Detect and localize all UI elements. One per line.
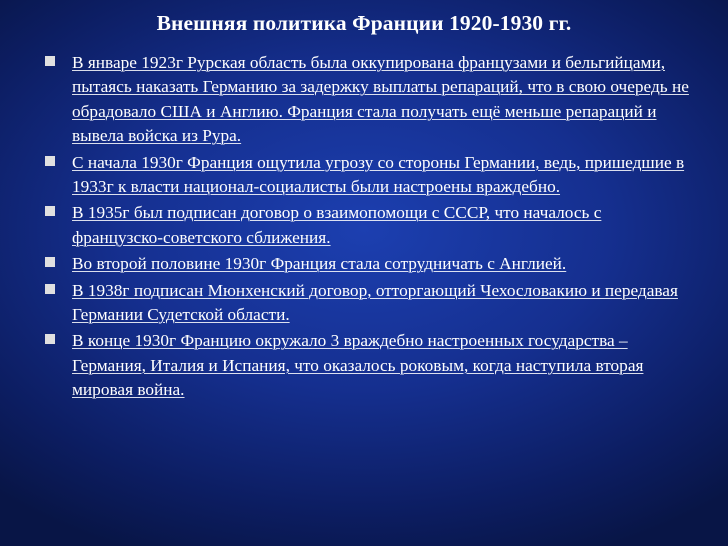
square-bullet-icon <box>45 56 55 66</box>
bullet-item <box>44 51 694 149</box>
bullet-item <box>44 151 694 200</box>
square-bullet-icon <box>45 284 55 294</box>
bullet-text: Во второй половине 1930г Франция стала сотрудничать с Англией. <box>72 254 567 274</box>
bullet-item <box>44 201 694 250</box>
bullet-list <box>44 51 694 405</box>
square-bullet-icon <box>45 206 55 216</box>
square-bullet-icon <box>45 257 55 267</box>
bullet-item <box>44 279 694 328</box>
slide-title: Внешняя политика Франции 1920-1930 гг. <box>156 11 572 35</box>
bullet-text: С начала 1930г Франция ощутила угрозу со стороны Германии, ведь, пришедшие в 1933г к власти национал-социалисты были настроены враждебно. <box>72 152 685 197</box>
square-bullet-icon <box>45 156 55 166</box>
bullet-item <box>44 252 694 276</box>
bullet-item <box>44 329 694 402</box>
square-bullet-icon <box>45 334 55 344</box>
bullet-text: В 1935г был подписан договор о взаимопомощи с СССР, что началось с французско-советского сближения. <box>72 203 602 247</box>
bullet-text: В 1938г подписан Мюнхенский договор, отторгающий Чехословакию и передавая Германии Судетской области. <box>72 280 678 325</box>
bullet-text: В конце 1930г Францию окружало 3 враждебно настроенных государства – Германия, Италия и Испания, что оказалось роковым, когда наступила вторая мировая война. <box>72 331 644 400</box>
bullet-text: В январе 1923г Рурская область была оккупирована французами и бельгийцами, пытаясь наказать Германию за задержку выплаты репараций, что в свою очередь не обрадовало США и Англию. Франция стала получать ещё меньше репараций и вывела войска из Рура. <box>72 53 689 146</box>
